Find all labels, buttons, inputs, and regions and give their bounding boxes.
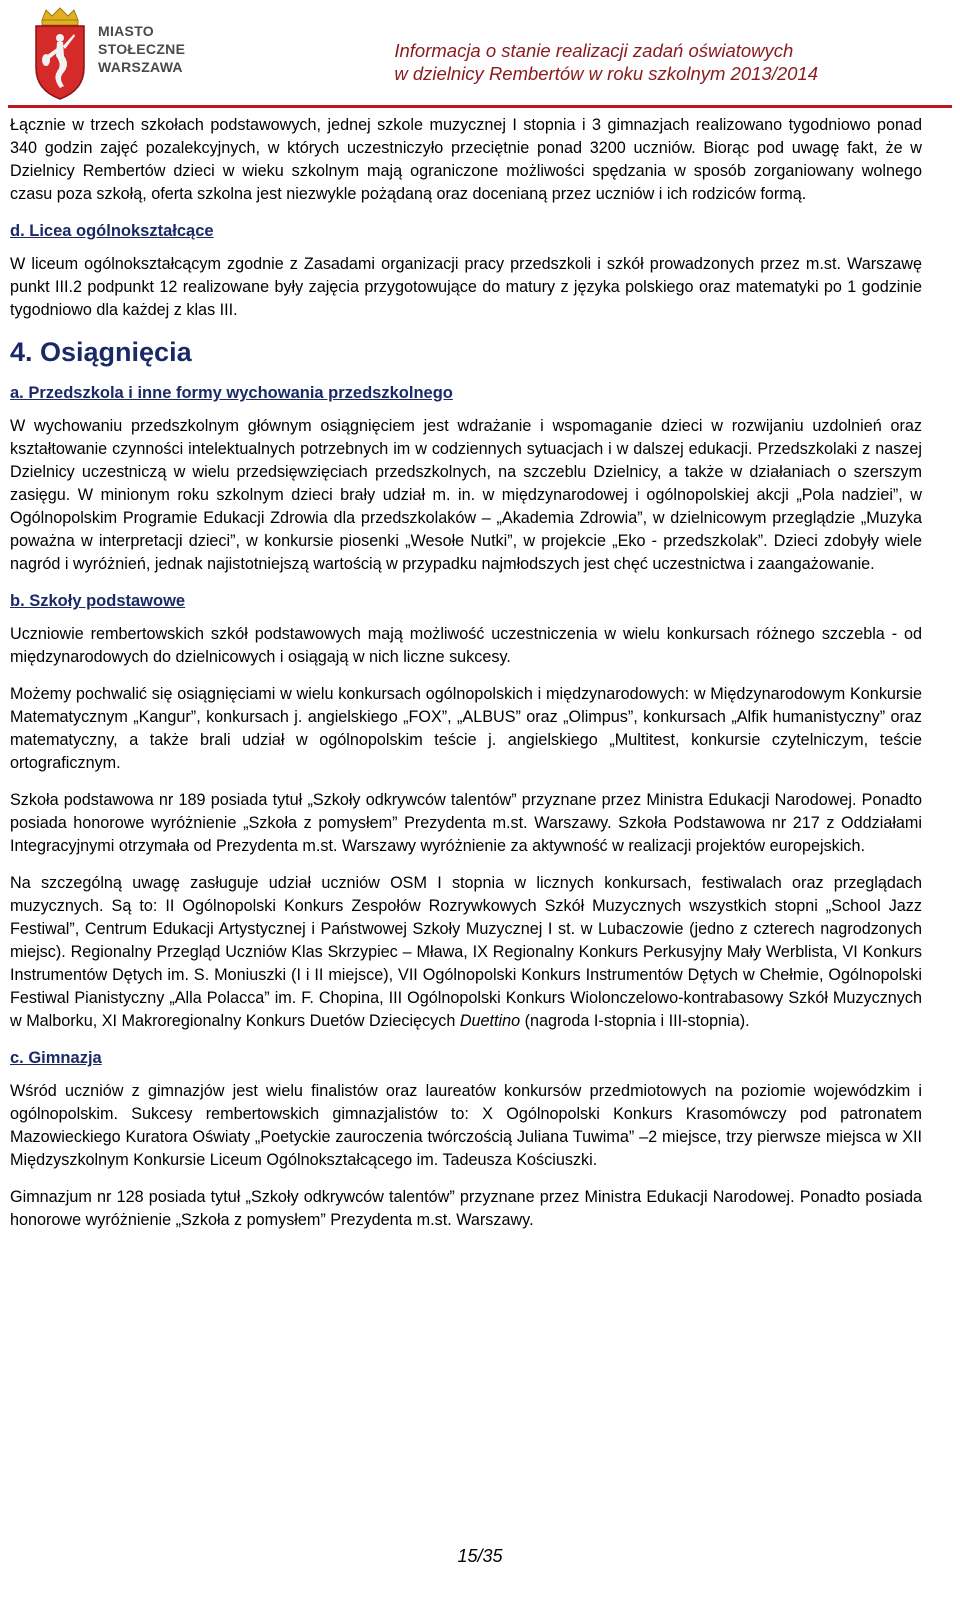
section-heading: b. Szkoły podstawowe <box>10 592 186 610</box>
paragraph: W wychowaniu przedszkolnym głównym osiągnięciem jest wdrażanie i wspomaganie dzieci w rozwijaniu uzdolnień oraz kształtowanie czynności intelektualnych potrzebnych im w codziennych sytuacjach i w dalszej edukacji. Przedszkolaki z naszej Dzielnicy uczestniczą w wielu przedsięwzięciach przedszkolnych, na szczeblu Dzielnicy, a także w działaniach o szerszym zasięgu. W minionym roku szkolnym dzieci brały udział m. in. w międzynarodowej i ogólnopolskiej akcji „Pola nadziei”, w Ogólnopolskim Programie Edukacji Zdrowia dla przedszkolaków – „Akademia Zdrowia”, w dzielnicowym przeglądzie „Muzyka poważna w interpretacji dzieci”, w konkursie piosenki „Wesołe Nutki”, w projekcie „Eko - przedszkolak”. Dzieci zdobyły wiele nagród i wyróżnień, jednak najistotniejszą wartością w przypadku najmłodszych jest chęć uczestnictwa i zaangażowanie. <box>10 417 922 573</box>
page-number: 15/35 <box>457 1546 503 1566</box>
header-divider <box>8 105 952 108</box>
section-heading: d. Licea ogólnokształcące <box>10 222 214 240</box>
paragraph: Wśród uczniów z gimnazjów jest wielu finalistów oraz laureatów konkursów przedmiotowych na poziomie wojewódzkim i ogólnopolskim. Sukcesy rembertowskich gimnazjalistów to: X Ogólnopolski Konkurs Krasomówczy pod patronatem Mazowieckiego Kuratora Oświaty „Poetyckie zauroczenia twórczością Juliana Tuwima” –2 miejsce, trzy pierwsze miejsca w XII Międzyszkolnym Konkursie Liceum Ogólnokształcącego im. Tadeusza Kościuszki. <box>10 1082 922 1169</box>
brand-line: MIASTO <box>98 23 154 39</box>
brand-name <box>98 22 185 76</box>
document-title-line: w dzielnicy Rembertów w roku szkolnym 2013/2014 <box>394 63 818 84</box>
section-heading: a. Przedszkola i inne formy wychowania przedszkolnego <box>10 384 453 402</box>
document-title-line: Informacja o stanie realizacji zadań oświatowych <box>394 40 794 61</box>
paragraph: Szkoła podstawowa nr 189 posiada tytuł „Szkoły odkrywców talentów” przyznane przez Ministra Edukacji Narodowej. Ponadto posiada honorowe wyróżnienie „Szkoła z pomysłem” Prezydenta m.st. Warszawy. Szkoła Podstawowa nr 217 z Oddziałami Integracyjnymi otrzymała od Prezydenta m.st. Warszawy wyróżnienie za aktywność w realizacji projektów europejskich. <box>10 791 922 855</box>
page-header <box>0 0 960 112</box>
paragraph: Możemy pochwalić się osiągnięciami w wielu konkursach ogólnopolskich i międzynarodowych: w Międzynarodowym Konkursie Matematycznym „Kangur”, konkursach j. angielskiego „FOX”, „ALBUS” oraz „Olimpus”, konkursach „Alfik humanistyczny” oraz matematyczny, a także brali udział w ogólnopolskim teście j. angielskiego „Multitest, konkursie czytelniczym, teście ortograficznym. <box>10 685 922 772</box>
paragraph-text: Na szczególną uwagę zasługuje udział uczniów OSM I stopnia w licznych konkursach, festiwalach oraz przeglądach muzycznych. Są to: II Ogólnopolski Konkurs Zespołów Rozrywkowych Szkół Muzycznych wszystkich stopni „School Jazz Festiwal”, Centrum Edukacji Artystycznej i Państwowej Szkoły Muzycznej I st. w Lubaczowie (jedno z czterech nagrodzonych miejsc). Regionalny Przegląd Uczniów Klas Skrzypiec – Mława, IX Regionalny Konkurs Perkusyjny Mały Werblista, VI Konkurs Instrumentów Dętych im. S. Moniuszki (I i II miejsce), VII Ogólnopolski Konkurs Instrumentów Dętych w Chełmie, Ogólnopolski Festiwal Pianistyczny „Alla Polacca” im. F. Chopina, III Ogólnopolski Konkurs Wiolonczelowo-kontrabasowy Szkół Muzycznych w Malborku, XI Makroregionalny Konkurs Duetów Dziecięcych <box>10 874 922 1030</box>
chapter-heading: 4. Osiągnięcia <box>10 337 192 367</box>
paragraph: W liceum ogólnokształcącym zgodnie z Zasadami organizacji pracy przedszkoli i szkół prowadzonych przez m.st. Warszawę punkt III.2 podpunkt 12 realizowane były zajęcia przygotowujące do matury z języka polskiego oraz matematyki po 1 godzinie tygodniowo dla każdej z klas III. <box>10 255 922 319</box>
paragraph: Gimnazjum nr 128 posiada tytuł „Szkoły odkrywców talentów” przyznane przez Ministra Edukacji Narodowej. Ponadto posiada honorowe wyróżnienie „Szkoła z pomysłem” Prezydenta m.st. Warszawy. <box>10 1188 922 1229</box>
italic-title: Duettino <box>459 1012 521 1030</box>
page-content <box>10 114 922 1232</box>
brand-line: WARSZAWA <box>98 59 183 75</box>
section-heading: c. Gimnazja <box>10 1049 102 1067</box>
paragraph-text: (nagroda I-stopnia i III-stopnia). <box>520 1012 750 1030</box>
paragraph <box>10 872 922 1033</box>
document-title <box>394 39 818 85</box>
warsaw-coat-of-arms-icon <box>30 6 90 102</box>
paragraph: Uczniowie rembertowskich szkół podstawowych mają możliwość uczestniczenia w wielu konkursach różnego szczebla - od międzynarodowych do dzielnicowych i osiągają w nich liczne sukcesy. <box>10 625 922 666</box>
paragraph: Łącznie w trzech szkołach podstawowych, jednej szkole muzycznej I stopnia i 3 gimnazjach realizowano tygodniowo ponad 340 godzin zajęć pozalekcyjnych, w których uczestniczyło przeciętnie ponad 3200 uczniów. Biorąc pod uwagę fakt, że w Dzielnicy Rembertów dzieci w wieku szkolnym mają ograniczone możliwości spędzania w sposób zorganiowany wolnego czasu poza szkołą, oferta szkolna jest niezwykle pożądaną oraz docenianą przez uczniów i ich rodziców formą. <box>10 116 922 203</box>
brand-line: STOŁECZNE <box>98 41 186 57</box>
